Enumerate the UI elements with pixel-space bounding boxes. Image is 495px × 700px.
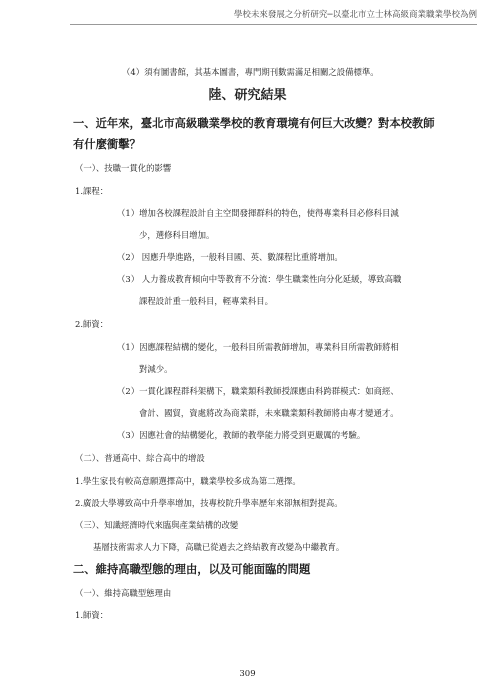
subheading-3: （三）、知識經濟時代來臨與產業結構的改變 [75, 520, 239, 530]
subheading-2: （二）、普通高中、綜合高中的增設 [75, 453, 205, 463]
item-4: （4）須有圖書館，其基本圖書，專門期刊數需滿足相關之設備標準。 [122, 67, 379, 77]
paragraph-faculty-2: 1.師資： [75, 610, 109, 620]
subheading-1: （一）、技職一貫化的影響 [75, 163, 172, 173]
curriculum-item-1-line-2: 少，選修科目增加。 [139, 230, 215, 240]
faculty-item-2-line-1: （2）一貫化課程群科架構下，職業類科教師授課應由科跨群模式：如商經、 [117, 386, 399, 396]
curriculum-item-3-line-1: （3） 人力養成教育傾向中等教育不分流：學生職業性向分化延緩，導致高職 [117, 274, 402, 284]
heading-1-line-1: 一、近年來，臺北市高級職業學校的教育環境有何巨大改變？對本校教師 [73, 117, 435, 130]
faculty-item-2-line-2: 會計、國貿，資處將改為商業群，未來職業類科教師將由專才變通才。 [139, 408, 399, 418]
running-header: 學校未來發展之分析研究─以臺北市立士林高級商業職業學校為例 [233, 10, 477, 20]
heading-1-line-2: 有什麼衝擊？ [73, 138, 141, 151]
curriculum-item-2: （2） 因應升學進路，一般科目國、英、數課程比重將增加。 [117, 252, 343, 262]
sub2-item-1: 1.學生家長有較高意願選擇高中，職業學校多成為第二選擇。 [75, 476, 301, 486]
faculty-item-1-line-1: （1）因應課程結構的變化，一般科目所需教師增加，專業科目所需教師將相 [117, 342, 399, 352]
faculty-item-1-line-2: 對減少。 [139, 364, 173, 374]
sub3-paragraph: 基層技術需求人力下降，高職已從過去之終結教育改變為中繼教育。 [93, 542, 345, 552]
page-number: 309 [239, 669, 256, 679]
faculty-item-3: （3）因應社會的結構變化，教師的教學能力將受到更嚴厲的考驗。 [117, 430, 366, 440]
heading-2: 二、維持高職型態的理由，以及可能面臨的問題 [73, 563, 311, 576]
section-title: 陸、研究結果 [208, 88, 287, 103]
header-rule [70, 24, 477, 25]
curriculum-item-1-line-1: （1）增加各校課程設計自主空間發揮群科的特色，使得專業科目必修科目減 [117, 208, 399, 218]
sub2-item-2: 2.廣設大學導致高中升學率增加，技專校院升學率歷年來卻無相對提高。 [75, 498, 343, 508]
paragraph-faculty: 2.師資： [75, 319, 109, 329]
paragraph-curriculum: 1.課程： [75, 186, 109, 196]
subheading-4: （一）、維持高職型態理由 [75, 588, 172, 598]
curriculum-item-3-line-2: 課程設計重一般科目，輕專業科目。 [139, 296, 273, 306]
